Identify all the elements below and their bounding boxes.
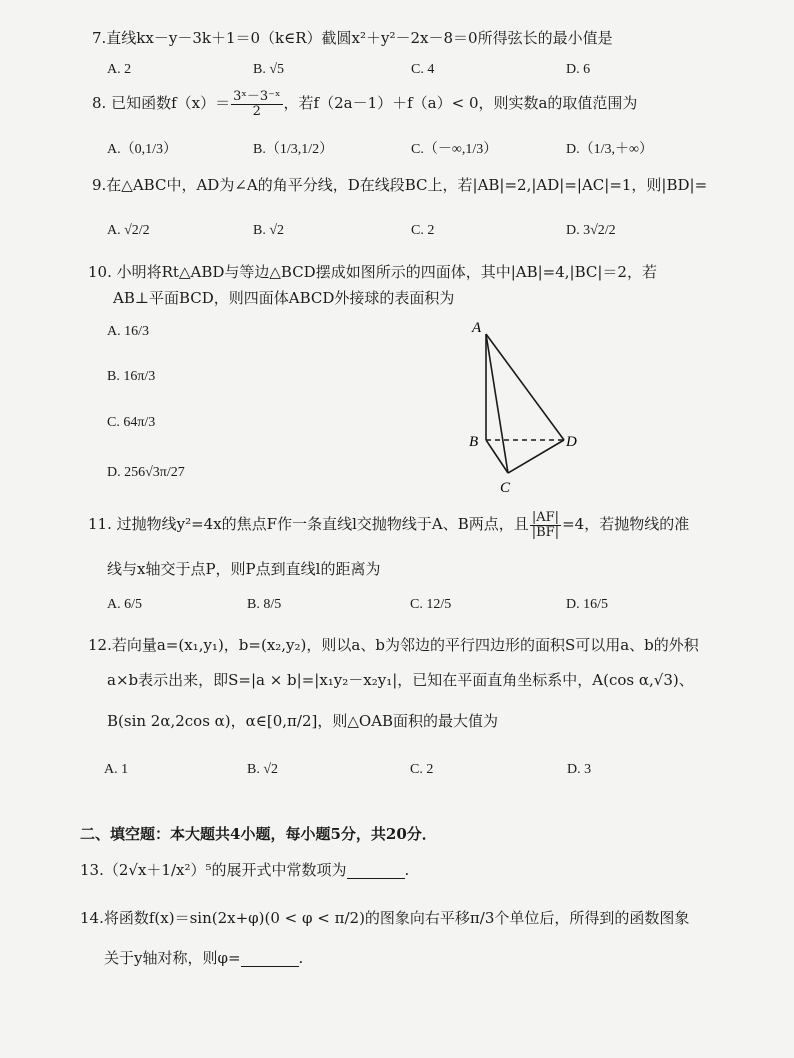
q14-stem-line2 <box>104 951 303 967</box>
q7-stem: 7.直线kx－y－3k＋1＝0（k∈R）截圆x²＋y²－2x－8＝0所得弦长的最小值是 <box>92 29 613 47</box>
q10-stem-line2: AB⊥平面BCD，则四面体ABCD外接球的表面积为 <box>113 289 455 307</box>
q8-option-b: B.（1/3,1/2） <box>253 142 334 157</box>
q13-stem <box>80 863 409 879</box>
q10-stem-line1: 10. 小明将Rt△ABD与等边△BCD摆成如图所示的四面体，其中|AB|=4,|BC|＝2，若 <box>88 263 657 281</box>
q13-answer-blank[interactable] <box>347 863 405 879</box>
q11-frac-den: |BF| <box>531 524 560 540</box>
tetrahedron-figure <box>460 316 600 496</box>
q9-option-d: D. 3√2/2 <box>566 223 616 238</box>
q11-stem-line2: 线与x轴交于点P，则P点到直线l的距离为 <box>107 560 381 578</box>
q8-frac-den: 2 <box>252 103 261 119</box>
q8-stem <box>92 90 637 118</box>
edge-ad <box>486 334 564 440</box>
q11-option-b: B. 8/5 <box>247 597 282 612</box>
q11-stem-line1 <box>88 511 689 539</box>
q14-answer-blank[interactable] <box>241 951 299 967</box>
q12-option-a: A. 1 <box>104 762 129 777</box>
edge-cd <box>508 440 564 473</box>
q9-option-a: A. √2/2 <box>107 223 150 238</box>
q14-stem-line1: 14.将函数f(x)＝sin(2x+φ)(0 < φ < π/2)的图象向右平移π/3个单位后，所得到的函数图象 <box>80 909 690 927</box>
vertex-label-c: C <box>500 480 511 496</box>
vertex-label-b: B <box>469 434 479 450</box>
q10-option-b: B. 16π/3 <box>107 369 156 384</box>
q14-stem-part-a: 关于y轴对称，则φ= <box>104 949 241 967</box>
q7-option-b: B. √5 <box>253 62 285 77</box>
q11-stem-part-b: =4，若抛物线的准 <box>562 515 690 534</box>
q7-option-c: C. 4 <box>411 62 435 77</box>
q9-option-b: B. √2 <box>253 223 285 238</box>
q8-option-d: D.（1/3,＋∞） <box>566 142 653 157</box>
q8-stem-part-a: 8. 已知函数f（x）＝ <box>92 94 231 113</box>
q9-option-c: C. 2 <box>411 223 435 238</box>
q10-option-d: D. 256√3π/27 <box>107 465 185 480</box>
q8-fraction <box>231 90 282 118</box>
q13-stem-part-b: . <box>404 861 410 879</box>
q11-option-c: C. 12/5 <box>410 597 452 612</box>
q12-option-b: B. √2 <box>247 762 279 777</box>
vertex-label-a: A <box>472 320 482 336</box>
section-fill-in-heading: 二、填空题：本大题共4小题，每小题5分，共20分． <box>80 825 437 843</box>
q11-option-a: A. 6/5 <box>107 597 142 612</box>
q11-stem-part-a: 11. 过抛物线y²=4x的焦点F作一条直线l交抛物线于A、B两点，且 <box>88 515 529 534</box>
q12-option-d: D. 3 <box>567 762 592 777</box>
q9-stem: 9.在△ABC中，AD为∠A的角平分线，D在线段BC上，若|AB|=2,|AD|=|AC|=1，则|BD|= <box>92 176 708 194</box>
q12-option-c: C. 2 <box>410 762 434 777</box>
vertex-label-d: D <box>566 434 577 450</box>
q14-stem-part-b: . <box>298 949 304 967</box>
edge-ac <box>486 334 508 473</box>
q12-stem-line1: 12.若向量a=(x₁,y₁)，b=(x₂,y₂)，则以a、b为邻边的平行四边形的面积S可以用a、b的外积 <box>88 636 699 654</box>
q7-option-d: D. 6 <box>566 62 591 77</box>
q13-stem-part-a: 13.（2√x＋1/x²）⁵的展开式中常数项为 <box>80 861 347 879</box>
q11-option-d: D. 16/5 <box>566 597 608 612</box>
q11-fraction <box>530 511 561 539</box>
q11-frac-num: |AF| <box>531 510 559 525</box>
q12-stem-line3: B(sin 2α,2cos α)，α∈[0,π/2]，则△OAB面积的最大值为 <box>107 712 499 730</box>
q10-option-c: C. 64π/3 <box>107 415 156 430</box>
q12-stem-line2: a×b表示出来，即S=|a × b|=|x₁y₂－x₂y₁|，已知在平面直角坐标系中，A(cos α,√3)、 <box>107 671 694 689</box>
q8-stem-part-b: ，若f（2a－1）＋f（a）< 0，则实数a的取值范围为 <box>283 94 638 113</box>
q8-option-a: A.（0,1/3） <box>107 142 177 157</box>
q7-option-a: A. 2 <box>107 62 132 77</box>
q10-option-a: A. 16/3 <box>107 324 149 339</box>
q8-frac-num: 3ˣ－3⁻ˣ <box>233 89 281 104</box>
q8-option-c: C.（－∞,1/3） <box>411 142 498 157</box>
